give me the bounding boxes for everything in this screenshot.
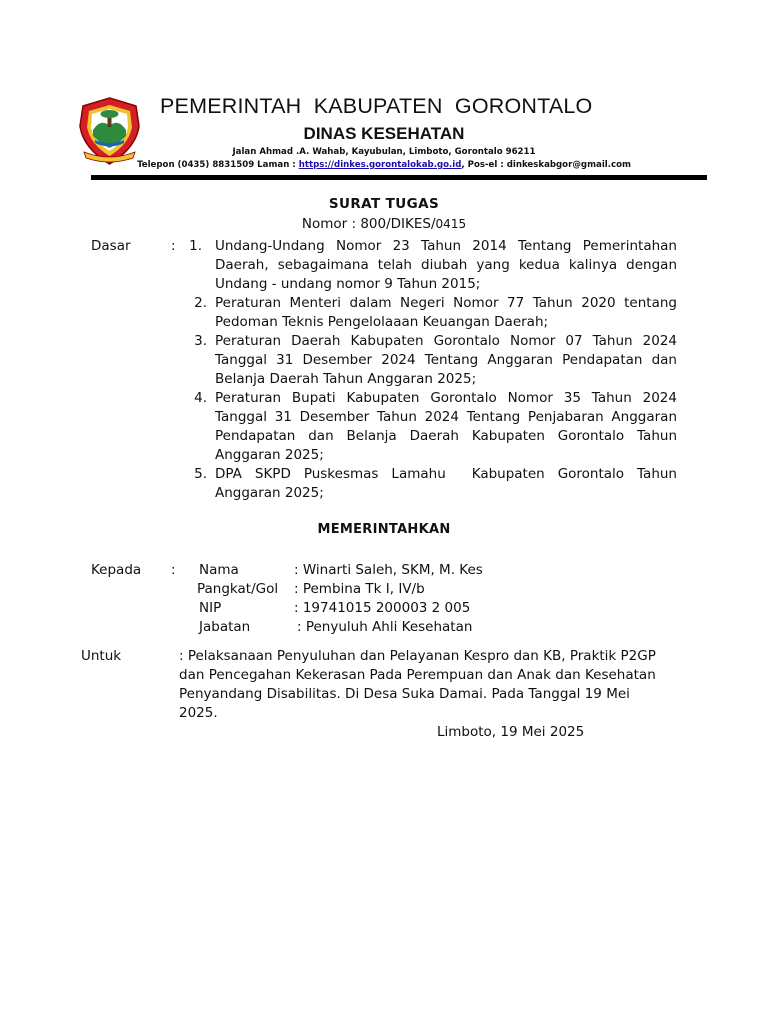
field-value-pangkat: : Pembina Tk I, IV/b: [294, 581, 425, 597]
field-value-jabatan: : Penyuluh Ahli Kesehatan: [297, 619, 473, 635]
document-title: SURAT TUGAS: [328, 196, 440, 212]
field-label-jabatan: Jabatan: [199, 619, 251, 635]
website-link[interactable]: https://dinkes.gorontalokab.go.id: [298, 160, 462, 170]
dasar-item-line: Undang - undang nomor 9 Tahun 2015;: [215, 276, 481, 292]
dasar-item-line: Peraturan Bupati Kabupaten Gorontalo Nomor 35 Tahun 2024: [215, 390, 677, 406]
untuk-line: dan Pencegahan Kekerasan Pada Perempuan dan Anak dan Kesehatan: [179, 667, 656, 683]
untuk-line: : Pelaksanaan Penyuluhan dan Pelayanan Kespro dan KB, Praktik P2GP: [179, 648, 656, 664]
dasar-item-line: Daerah, sebagaimana telah diubah yang kedua kalinya dengan: [215, 257, 677, 273]
dasar-item-number: 3.: [194, 333, 207, 349]
kepada-label: Kepada: [91, 562, 142, 578]
dasar-item-line: Undang-Undang Nomor 23 Tahun 2014 Tentang Pemerintahan: [215, 238, 677, 254]
field-label-nip: NIP: [199, 600, 222, 616]
agency-address: Jalan Ahmad .A. Wahab, Kayubulan, Limboto, Gorontalo 96211: [232, 147, 536, 157]
agency-name: DINAS KESEHATAN: [303, 124, 465, 143]
field-value-nama: : Winarti Saleh, SKM, M. Kes: [294, 562, 483, 578]
dasar-item-number: 5.: [194, 466, 207, 482]
command-heading: MEMERINTAHKAN: [317, 522, 451, 537]
dasar-item-line: Tanggal 31 Desember 2024 Tentang Anggaran Pendapatan dan: [215, 352, 677, 368]
dasar-item-line: Anggaran 2025;: [215, 447, 324, 463]
letterhead-divider: [91, 175, 707, 180]
dasar-item-line: Tanggal 31 Desember Tahun 2024 Tentang Penjabaran Anggaran: [215, 409, 677, 425]
government-name: PEMERINTAH KABUPATEN GORONTALO: [160, 94, 593, 118]
dasar-item-number: 4.: [194, 390, 207, 406]
place-and-date: Limboto, 19 Mei 2025: [437, 724, 585, 740]
dasar-item-line: Peraturan Menteri dalam Negeri Nomor 77 Tahun 2020 tentang: [215, 295, 677, 311]
dasar-item-line: Pedoman Teknis Pengelolaaan Keuangan Daerah;: [215, 314, 549, 330]
field-value-nip: : 19741015 200003 2 005: [294, 600, 471, 616]
document-number: Nomor : 800/DIKES/0415: [301, 216, 467, 232]
kepada-colon: :: [171, 562, 176, 578]
field-label-nama: Nama: [199, 562, 239, 578]
dasar-colon: :: [171, 238, 176, 254]
untuk-line: 2025.: [179, 705, 218, 721]
field-label-pangkat: Pangkat/Gol: [197, 581, 279, 597]
dasar-item-line: Belanja Daerah Tahun Anggaran 2025;: [215, 371, 477, 387]
dasar-item-line: Peraturan Daerah Kabupaten Gorontalo Nomor 07 Tahun 2024: [215, 333, 677, 349]
dasar-item-line: Pendapatan dan Belanja Daerah Kabupaten Gorontalo Tahun: [215, 428, 677, 444]
untuk-line: Penyandang Disabilitas. Di Desa Suka Damai. Pada Tanggal 19 Mei: [179, 686, 630, 702]
dasar-item-number: 1.: [189, 238, 202, 254]
dasar-item-number: 2.: [194, 295, 207, 311]
untuk-label: Untuk: [81, 648, 122, 664]
dasar-label: Dasar: [91, 238, 131, 254]
dasar-item-line: DPA SKPD Puskesmas Lamahu Kabupaten Gorontalo Tahun: [215, 466, 677, 482]
dasar-item-line: Anggaran 2025;: [215, 485, 324, 501]
agency-contact: Telepon (0435) 8831509 Laman : https://dinkes.gorontalokab.go.id, Pos-el : dinkeskabgor@gmail.com: [137, 160, 631, 170]
